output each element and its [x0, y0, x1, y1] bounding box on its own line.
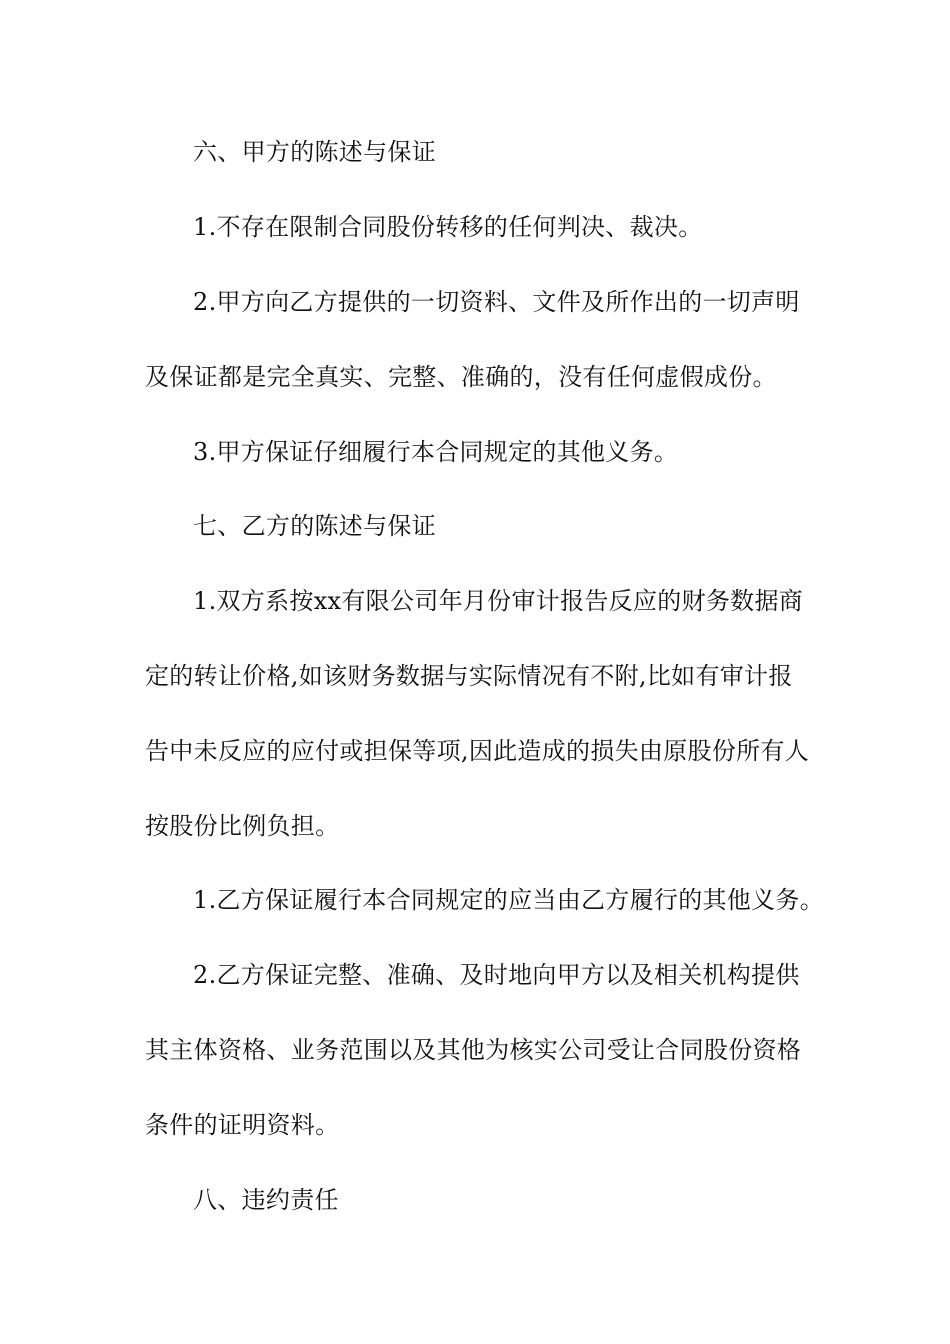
- section-heading-seven: 七、乙方的陈述与保证: [193, 512, 436, 540]
- paragraph-line: 3.甲方保证仔细履行本合同规定的其他义务。: [193, 438, 679, 466]
- paragraph-line: 1.不存在限制合同股份转移的任何判决、裁决。: [193, 213, 703, 241]
- paragraph-line: 定的转让价格,如该财务数据与实际情况有不附,比如有审计报: [145, 662, 793, 690]
- paragraph-line: 告中未反应的应付或担保等项,因此造成的损失由原股份所有人: [145, 737, 810, 765]
- paragraph-line: 按股份比例负担。: [145, 812, 340, 840]
- paragraph-line: 1.双方系按xx有限公司年月份审计报告反应的财务数据商: [193, 587, 804, 615]
- paragraph-line: 其主体资格、业务范围以及其他为核实公司受让合同股份资格: [145, 1036, 802, 1064]
- section-heading-six: 六、甲方的陈述与保证: [193, 138, 436, 166]
- paragraph-line: 2.乙方保证完整、准确、及时地向甲方以及相关机构提供: [193, 961, 800, 989]
- paragraph-line: 及保证都是完全真实、完整、准确的，没有任何虚假成份。: [145, 363, 777, 391]
- paragraph-line: 条件的证明资料。: [145, 1111, 340, 1139]
- section-heading-eight: 八、违约责任: [193, 1186, 339, 1214]
- paragraph-line: 2.甲方向乙方提供的一切资料、文件及所作出的一切声明: [193, 288, 800, 316]
- paragraph-line: 1.乙方保证履行本合同规定的应当由乙方履行的其他义务。: [193, 886, 824, 914]
